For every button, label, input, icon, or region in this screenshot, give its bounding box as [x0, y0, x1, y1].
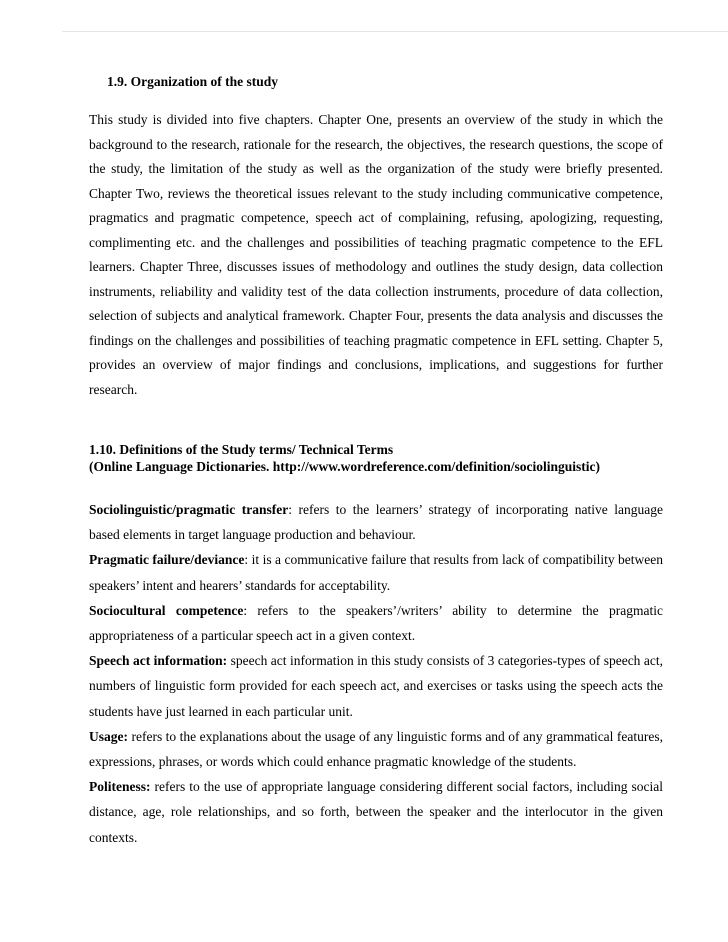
definitions-list [89, 497, 663, 850]
definition-text: refers to the explanations about the usage of any linguistic forms and of any grammatical features, expressions, phrases, or words which could enhance pragmatic knowledge of the students. [89, 728, 663, 770]
definition-term: Speech act information: [89, 653, 228, 669]
section-number: 1.9 [107, 74, 124, 89]
definition-text: : it is a communicative failure that results from lack of compatibility between speakers’ intent and hearers’ standards for acceptability. [89, 552, 663, 593]
definitions-title: 1.10. Definitions of the Study terms/ Technical Terms [89, 442, 394, 457]
definition-item [89, 774, 663, 850]
definition-text: : refers to the learners’ strategy of incorporating native language based elements in target language production and behaviour. [89, 502, 663, 543]
section-title: . Organization of the study [123, 74, 279, 89]
definition-term: Sociocultural competence [89, 602, 244, 618]
definition-item [89, 724, 663, 774]
definition-term: Pragmatic failure/deviance [89, 552, 245, 568]
definition-text: speech act information in this study consists of 3 categories-types of speech act, numbers of linguistic form provided for each speech act, and exercises or tasks using the speech acts the students have just learned in each particular unit. [89, 653, 663, 719]
definitions-source: (Online Language Dictionaries. http://www.wordreference.com/definition/sociolinguistic) [89, 459, 600, 474]
definition-text: refers to the use of appropriate language considering different social factors, including social distance, age, role relationships, and so forth, between the speaker and the interlocutor in the given contexts. [89, 779, 663, 845]
top-divider [62, 31, 728, 32]
section-heading-definitions [89, 441, 689, 475]
definition-term: Sociolinguistic/pragmatic transfer [89, 502, 289, 517]
organization-paragraph: This study is divided into five chapters. Chapter One, presents an overview of the study in which the background to the research, rationale for the research, the objectives, the research questions, the scope of the study, the limitation of the study as well as the organization of the study were briefly presented. Chapter Two, reviews the theoretical issues relevant to the study including communicative competence, pragmatics and pragmatic competence, speech act of complaining, refusing, apologizing, requesting, complimenting etc. and the challenges and possibilities of teaching pragmatic competence to the EFL learners. Chapter Three, discusses issues of methodology and outlines the study design, data collection instruments, reliability and validity test of the data collection instruments, procedure of data collection, selection of subjects and analytical framework. Chapter Four, presents the data analysis and discusses the findings on the challenges and possibilities of teaching pragmatic competence in EFL setting. Chapter 5, provides an overview of major findings and conclusions, implications, and suggestions for further research. [89, 112, 663, 397]
definition-item [89, 497, 663, 547]
definition-term: Politeness: [89, 779, 151, 795]
definition-term: Usage: [89, 728, 128, 744]
definition-item [89, 547, 663, 597]
definition-item [89, 598, 663, 648]
section-heading-organization [107, 73, 278, 90]
definition-text: : refers to the speakers’/writers’ ability to determine the pragmatic appropriateness of a particular speech act in a given context. [89, 602, 663, 644]
definition-item [89, 648, 663, 724]
